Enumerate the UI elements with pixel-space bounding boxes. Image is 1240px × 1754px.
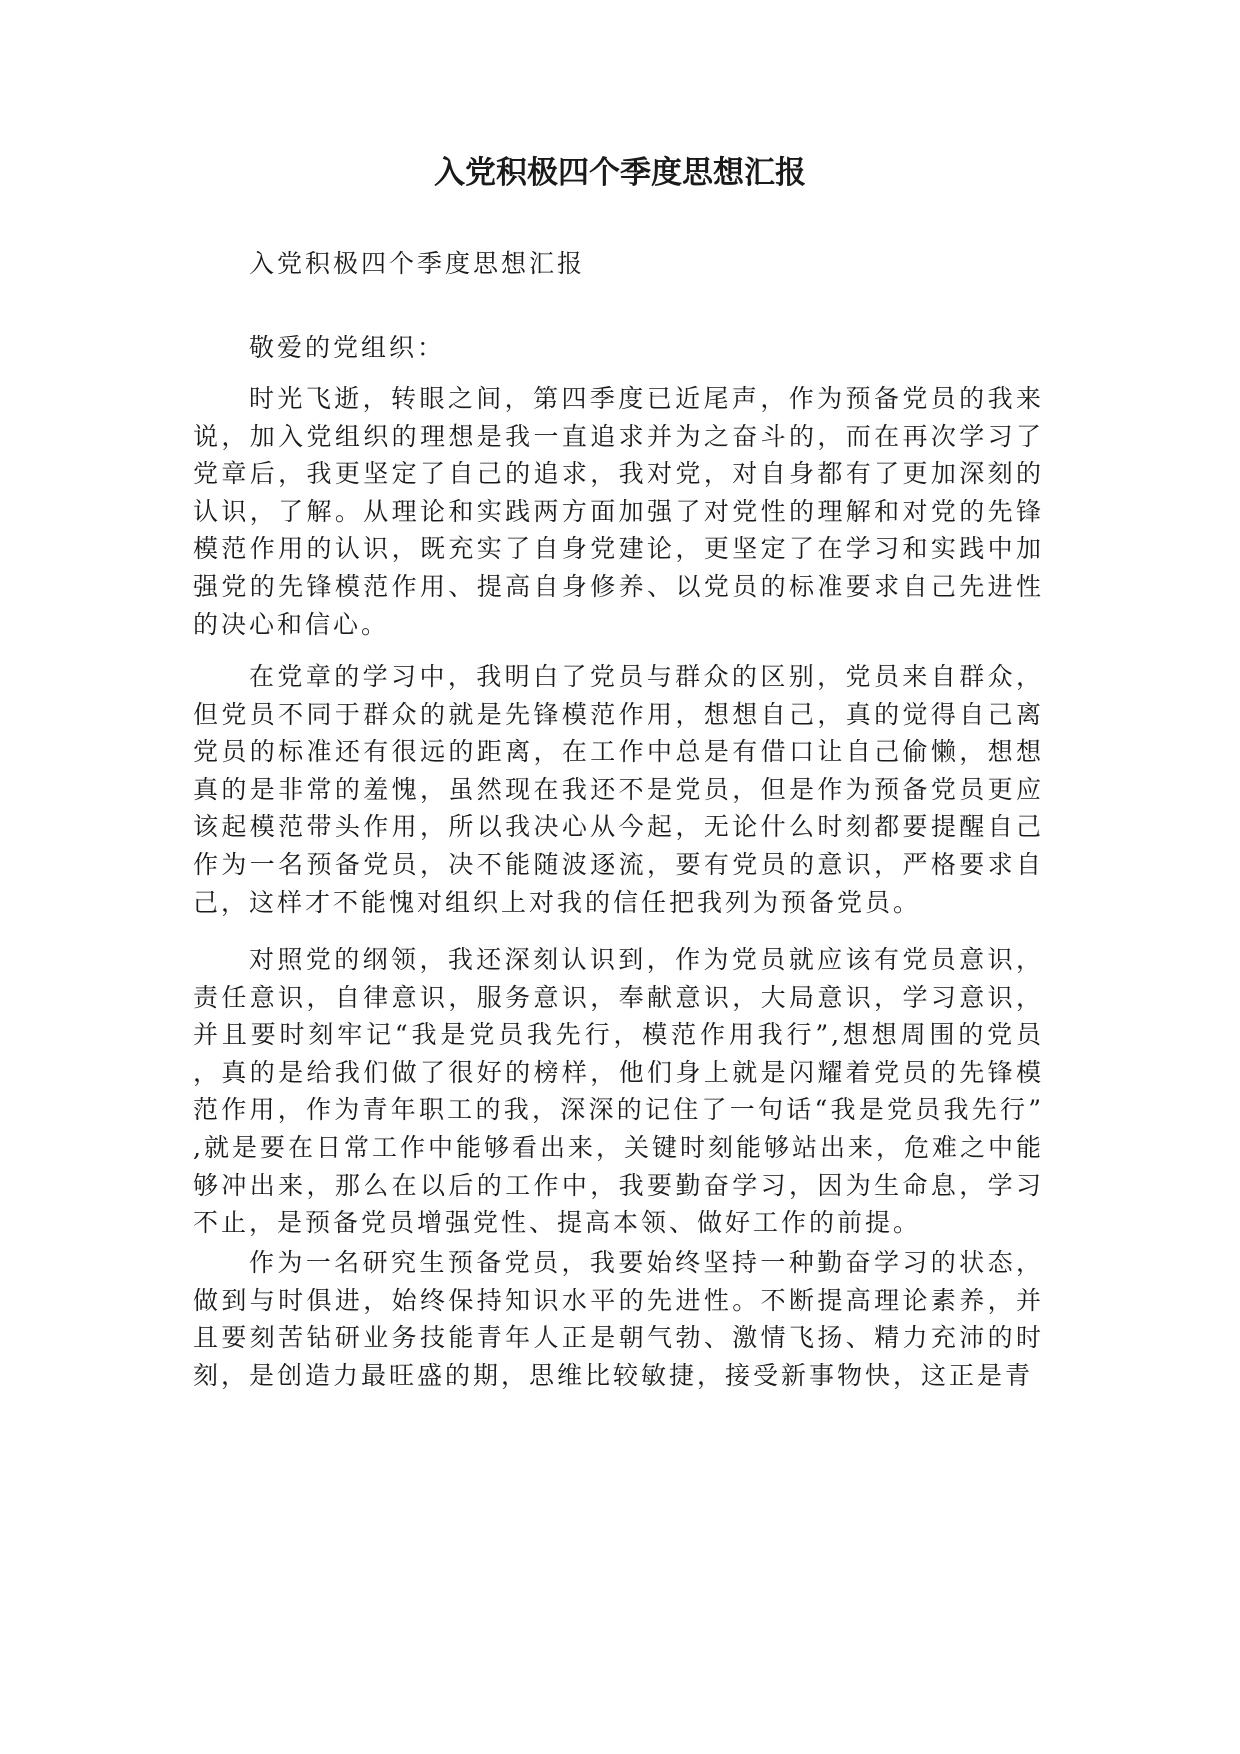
paragraph-3: 对照党的纲领，我还深刻认识到，作为党员就应该有党员意识，责任意识，自律意识，服务意识，奉献意识，大局意识，学习意识，并且要时刻牢记“我是党员我先行，模范作用我行”,想想周围的党员，真的是给我们做了很好的榜样，他们身上就是闪耀着党员的先锋模范作用，作为青年职工的我，深深的记住了一句话“我是党员我先行”,就是要在日常工作中能够看出来，关键时刻能够站出来，危难之中能够冲出来，那么在以后的工作中，我要勤奋学习，因为生命息，学习不止，是预备党员增强党性、提高本领、做好工作的前提。 xyxy=(193,945,1044,1238)
document-title: 入党积极四个季度思想汇报 xyxy=(434,155,806,191)
document-subtitle: 入党积极四个季度思想汇报 xyxy=(249,249,586,278)
paragraph-1: 时光飞逝，转眼之间，第四季度已近尾声，作为预备党员的我来说，加入党组织的理想是我一直追求并为之奋斗的，而在再次学习了党章后，我更坚定了自己的追求，我对党，对自身都有了更加深刻的认识，了解。从理论和实践两方面加强了对党性的理解和对党的先锋模范作用的认识，既充实了自身党建论，更坚定了在学习和实践中加强党的先锋模范作用、提高自身修养、以党员的标准要求自己先进性的决心和信心。 xyxy=(193,384,1044,639)
salutation: 敬爱的党组织： xyxy=(249,333,446,362)
paragraph-4: 作为一名研究生预备党员，我要始终坚持一种勤奋学习的状态，做到与时俱进，始终保持知识水平的先进性。不断提高理论素养，并且要刻苦钻研业务技能青年人正是朝气勃、激情飞扬、精力充沛的时刻，是创造力最旺盛的期，思维比较敏捷，接受新事物快，这正是青 xyxy=(193,1248,1044,1390)
paragraph-2: 在党章的学习中，我明白了党员与群众的区别，党员来自群众，但党员不同于群众的就是先锋模范作用，想想自己，真的觉得自己离党员的标准还有很远的距离，在工作中总是有借口让自己偷懒，想想真的是非常的羞愧，虽然现在我还不是党员，但是作为预备党员更应该起模范带头作用，所以我决心从今起，无论什么时刻都要提醒自己作为一名预备党员，决不能随波逐流，要有党员的意识，严格要求自己，这样才不能愧对组织上对我的信任把我列为预备党员。 xyxy=(193,662,1044,917)
